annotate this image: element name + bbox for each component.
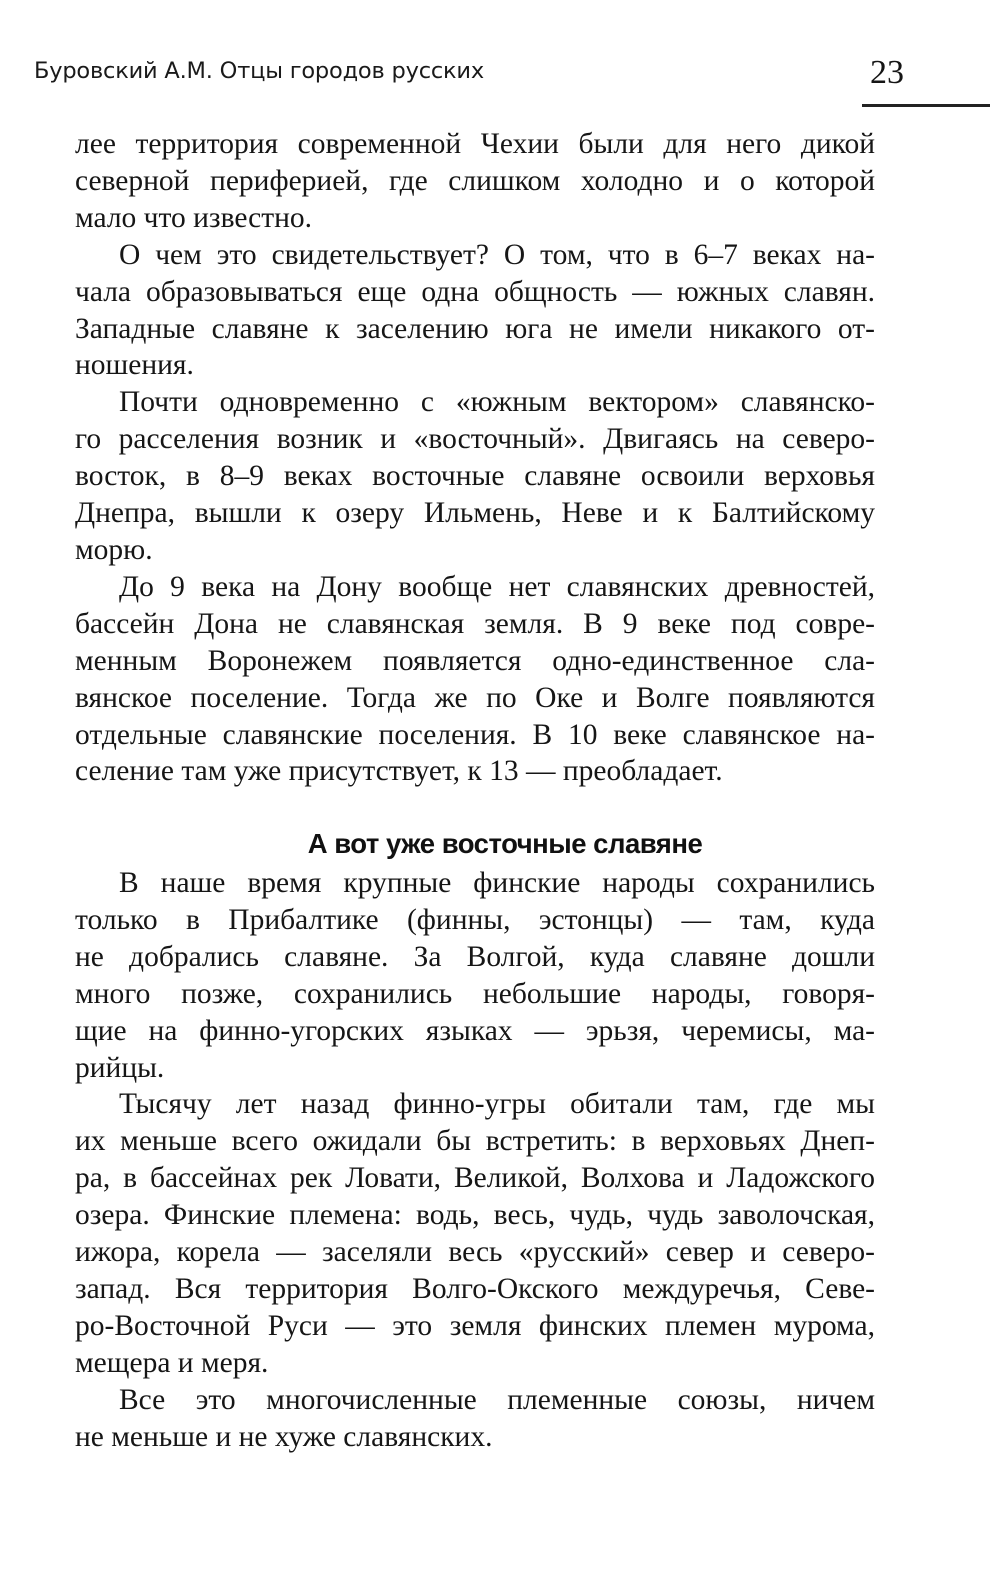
text-line: О чем это свидетельствует? О том, что в 6–7 веках на- <box>119 238 875 271</box>
paragraph <box>75 569 875 790</box>
text-line: запад. Вся территория Волго-Окского междуречья, Севе- <box>75 1272 875 1305</box>
text-line: только в Прибалтике (финны, эстонцы) — там, куда <box>75 903 875 936</box>
body-text-before-heading <box>75 126 875 790</box>
text-line: ижора, корела — заселяли весь «русский» север и северо- <box>75 1236 875 1269</box>
text-line: вянское поселение. Тогда же по Оке и Волге появляются <box>75 681 875 714</box>
paragraph <box>75 384 875 569</box>
text-line: селение там уже присутствует, к 13 — преобладает. <box>75 755 723 788</box>
paragraph <box>75 1382 875 1456</box>
page-number: 23 <box>870 54 904 91</box>
text-line: Тысячу лет назад финно-угры обитали там, где мы <box>119 1088 875 1121</box>
text-line: не добрались славяне. За Волгой, куда славяне дошли <box>75 940 875 973</box>
text-line: много позже, сохранились небольшие народы, говоря- <box>75 977 875 1010</box>
section-heading: А вот уже восточные славяне <box>307 828 703 859</box>
text-line: северной периферией, где слишком холодно и о которой <box>75 164 875 197</box>
text-line: До 9 века на Дону вообще нет славянских древностей, <box>119 570 875 603</box>
text-line: ро-Восточной Руси — это земля финских племен мурома, <box>75 1309 875 1342</box>
body-text-after-heading <box>75 865 875 1456</box>
text-line: го расселения возник и «восточный». Двигаясь на северо- <box>75 423 875 456</box>
text-line: менным Воронежем появляется одно-единственное сла- <box>75 644 875 677</box>
text-line: щие на финно-угорских языках — эрьзя, черемисы, ма- <box>75 1014 875 1047</box>
text-line: отдельные славянские поселения. В 10 веке славянское на- <box>75 718 875 751</box>
paragraph <box>75 1086 875 1381</box>
text-line: В наше время крупные финские народы сохранились <box>119 867 875 899</box>
text-line: Почти одновременно с «южным вектором» славянско- <box>119 386 875 419</box>
paragraph <box>75 126 875 237</box>
text-line: бассейн Дона не славянская земля. В 9 веке под совре- <box>75 607 875 640</box>
running-head <box>0 0 1000 112</box>
text-line: ношения. <box>75 349 194 382</box>
text-line: чала образовываться еще одна общность — южных славян. <box>75 275 875 308</box>
text-line: восток, в 8–9 веках восточные славяне освоили верховья <box>75 460 875 493</box>
text-line: Все это многочисленные племенные союзы, ничем <box>119 1383 875 1416</box>
text-line: мещера и меря. <box>75 1346 269 1379</box>
running-title: Буровский А.М. Отцы городов русских <box>34 58 484 84</box>
text-line: их меньше всего ожидали бы встретить: в верховьях Днеп- <box>75 1125 875 1158</box>
text-line: морю. <box>75 533 153 566</box>
text-line: лее территория современной Чехии были для него дикой <box>75 128 875 160</box>
text-line: ра, в бассейнах рек Ловати, Великой, Волхова и Ладожского <box>75 1162 875 1195</box>
text-line: рийцы. <box>75 1051 165 1084</box>
text-line: Днепра, вышли к озеру Ильмень, Неве и к Балтийскому <box>75 497 875 530</box>
paragraph <box>75 865 875 1086</box>
header-rule <box>862 104 990 107</box>
text-line: Западные славяне к заселению юга не имели никакого от- <box>75 312 875 345</box>
paragraph <box>75 237 875 385</box>
text-line: мало что известно. <box>75 201 313 234</box>
text-line: не меньше и не хуже славянских. <box>75 1420 493 1453</box>
text-line: озера. Финские племена: водь, весь, чудь, чудь заволочская, <box>75 1199 875 1232</box>
